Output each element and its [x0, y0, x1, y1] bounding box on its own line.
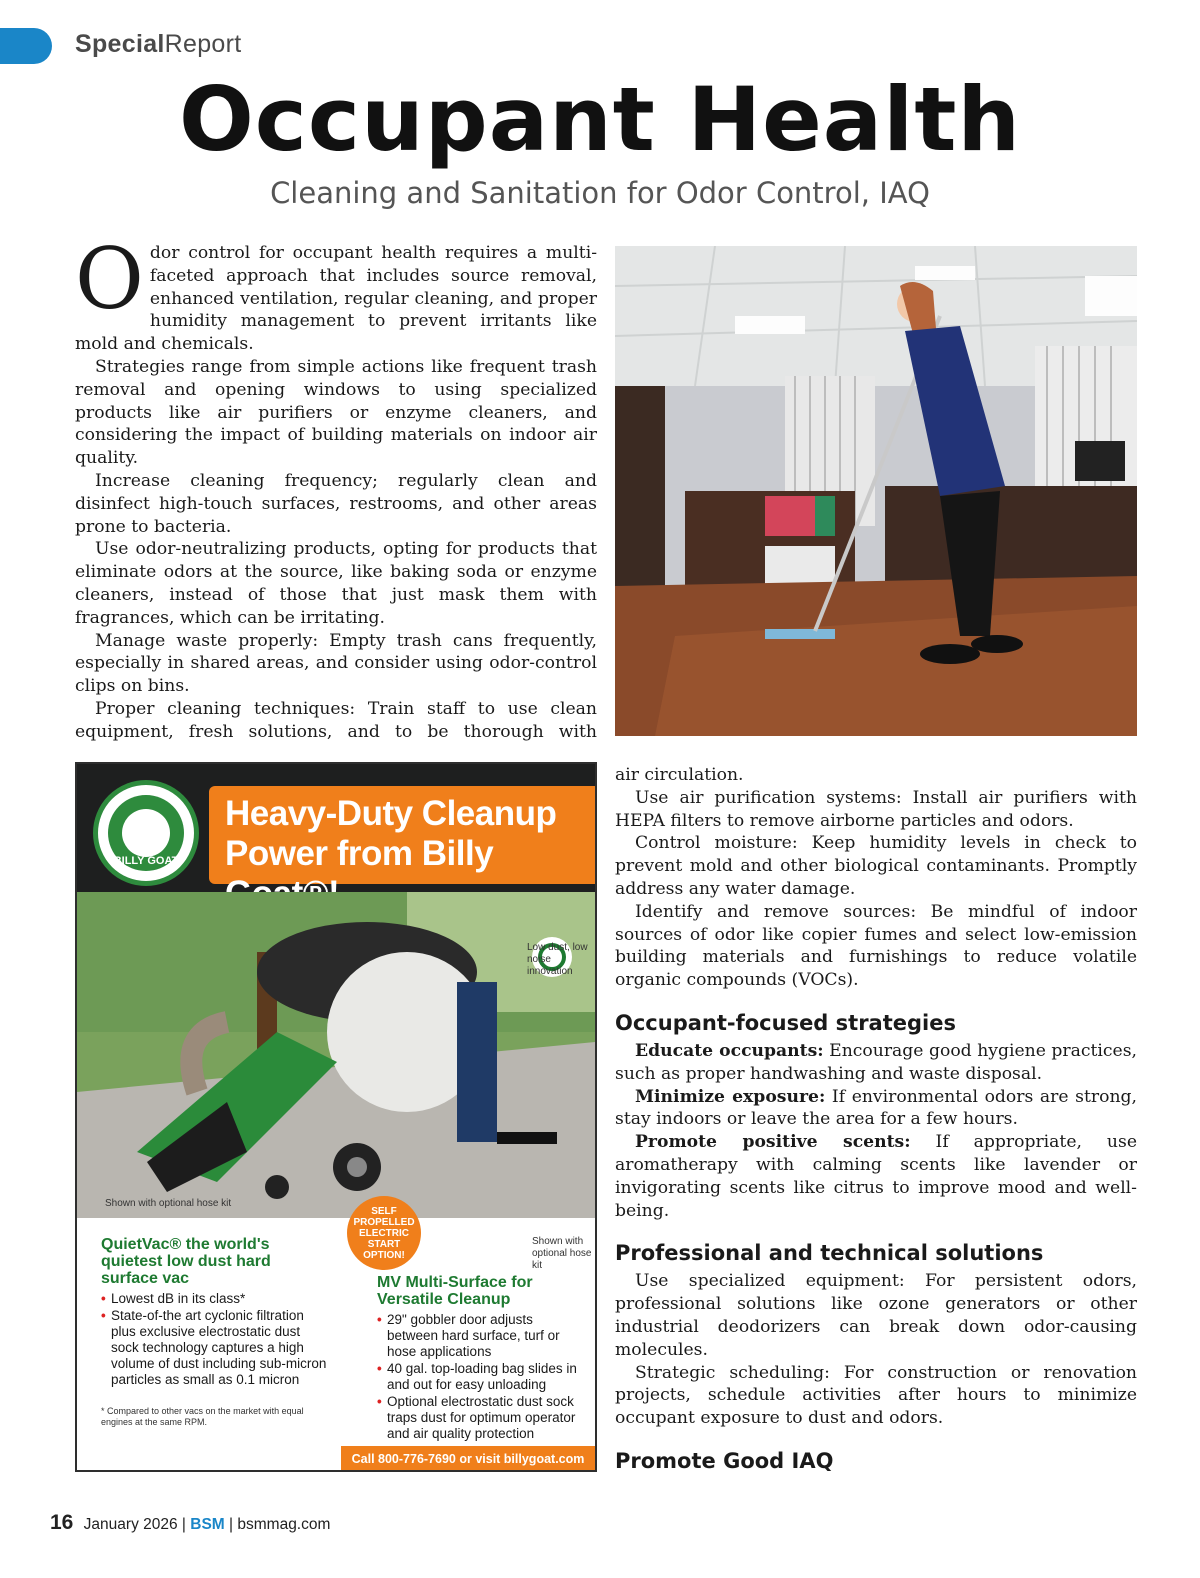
list-item: • 40 gal. top-loading bag slides in and out for easy unloading [377, 1361, 587, 1393]
article-column-right [615, 764, 1137, 1476]
heading-promote-iaq: Promote Good IAQ [615, 1448, 834, 1473]
article-paragraph: air circulation. [615, 765, 744, 785]
article-paragraph: Use specialized equipment: For persistent odors, professional solutions like ozone generators or other industrial deodorizers can break down odor-causing molecules. [615, 1271, 1137, 1360]
article-paragraph: Control moisture: Keep humidity levels in check to prevent mold and other biological contaminants. Promptly address any water damage. [615, 833, 1137, 899]
article-paragraph: Promote positive scents: If appropriate, use aromatherapy with calming scents like lavender or invigorating scents like citrus to improve mood and well-being. [615, 1132, 1137, 1221]
mv-title: MV Multi-Surface for Versatile Cleanup [377, 1274, 533, 1308]
cleaning-photo [615, 246, 1137, 736]
quietvac-title: QuietVac® the world's quietest low dust hard surface vac [101, 1236, 271, 1287]
list-item: • 29" gobbler door adjusts between hard surface, turf or hose applications [377, 1312, 587, 1360]
heading-professional-solutions: Professional and technical solutions [615, 1241, 1044, 1266]
footer-separator: | [229, 1516, 234, 1533]
footer-separator: | [181, 1516, 186, 1533]
article-paragraph: Use air purification systems: Install air purifiers with HEPA filters to remove airborne particles and odors. [615, 787, 1137, 831]
billy-goat-advertisement[interactable] [75, 762, 597, 1472]
article-paragraph: Educate occupants: Encourage good hygiene practices, such as proper handwashing and waste disposal. [615, 1040, 1137, 1084]
ad-product-photo [77, 892, 595, 1218]
drop-cap: O [75, 242, 144, 328]
list-item: • Optional electrostatic dust sock traps dust for optimum operator and air quality protection [377, 1394, 587, 1442]
ad-headline-line-2: Power from Billy [225, 834, 494, 873]
website-link[interactable]: bsmmag.com [237, 1516, 331, 1533]
list-item: • Lowest dB in its class* [101, 1291, 331, 1307]
ad-headline-line-1: Heavy-Duty Cleanup [225, 794, 557, 833]
article-paragraph: Identify and remove sources: Be mindful of indoor sources of odor like copier fumes and select low-emission building materials and furnishings to reduce volatile organic compounds (VOCs). [615, 901, 1137, 991]
article-title: Occupant Health [178, 68, 1022, 171]
eco-caption: Low dust, low noise innovation [527, 942, 588, 977]
quietvac-product-block [101, 1236, 331, 1428]
article-paragraph: Increase cleaning frequency; regularly clean and disinfect high-touch surfaces, restrooms, and other areas prone to bacteria. [75, 470, 597, 537]
ad-headline-banner [209, 786, 595, 884]
hose-kit-caption-1: Shown with optional hose kit [105, 1198, 232, 1209]
mv-product-block [377, 1274, 587, 1443]
self-propelled-badge: SELF PROPELLED ELECTRIC START OPTION! [347, 1196, 421, 1270]
ad-footnote: * Compared to other vacs on the market with equal engines at the same RPM. [101, 1406, 304, 1427]
list-item: • State-of-the art cyclonic filtration plus exclusive electrostatic dust sock technology captures a high volume of dust including sub-micron particles as small as 0.1 micron [101, 1308, 331, 1388]
article-paragraph: Proper cleaning techniques: Train staff to use clean equipment, fresh solutions, and to be thorough with [75, 698, 597, 742]
article-paragraph: Manage waste properly: Empty trash cans frequently, especially in shared areas, and consider using odor-control clips on bins. [75, 630, 597, 697]
page-number: 16 [50, 1511, 74, 1534]
issue-date: January 2026 [83, 1516, 178, 1533]
quietvac-feature-list [101, 1291, 331, 1388]
section-label: SpecialReport [75, 30, 242, 58]
billy-goat-logo-icon: BILLY GOAT [93, 780, 199, 886]
heading-occupant-strategies: Occupant-focused strategies [615, 1010, 956, 1035]
article-paragraph: Odor control for occupant health requires a multi-faceted approach that includes source removal, enhanced ventilation, regular cleaning, and proper humidity management to prevent irritants like mold and chemicals. [75, 242, 597, 355]
office-cleaning-illustration [615, 246, 1137, 736]
mv-feature-list [377, 1312, 587, 1442]
vacuum-illustration [77, 892, 595, 1218]
article-paragraph: Minimize exposure: If environmental odors are strong, stay indoors or leave the area for a few hours. [615, 1086, 1137, 1130]
magazine-name: BSM [190, 1516, 225, 1533]
article-paragraph: Use odor-neutralizing products, opting for products that eliminate odors at the source, like baking soda or enzyme cleaners, instead of those that just mask them with fragrances, which can be irritating. [75, 539, 597, 628]
article-paragraph: Strategies range from simple actions like frequent trash removal and opening windows to using specialized products like air purifiers or enzyme cleaners, and considering the impact of building materials on indoor air quality. [75, 356, 597, 469]
page-footer [50, 1511, 330, 1535]
article-subtitle: Cleaning and Sanitation for Odor Control, IAQ [270, 176, 930, 210]
section-tab-marker [0, 28, 52, 64]
article-paragraph: Strategic scheduling: For construction or renovation projects, schedule activities after hours to minimize occupant exposure to dust and odors. [615, 1362, 1137, 1429]
ad-call-to-action[interactable]: Call 800-776-7690 or visit billygoat.com [341, 1446, 595, 1472]
article-column-left [75, 242, 597, 744]
hose-kit-caption-2: Shown with optional hose kit [532, 1236, 592, 1271]
